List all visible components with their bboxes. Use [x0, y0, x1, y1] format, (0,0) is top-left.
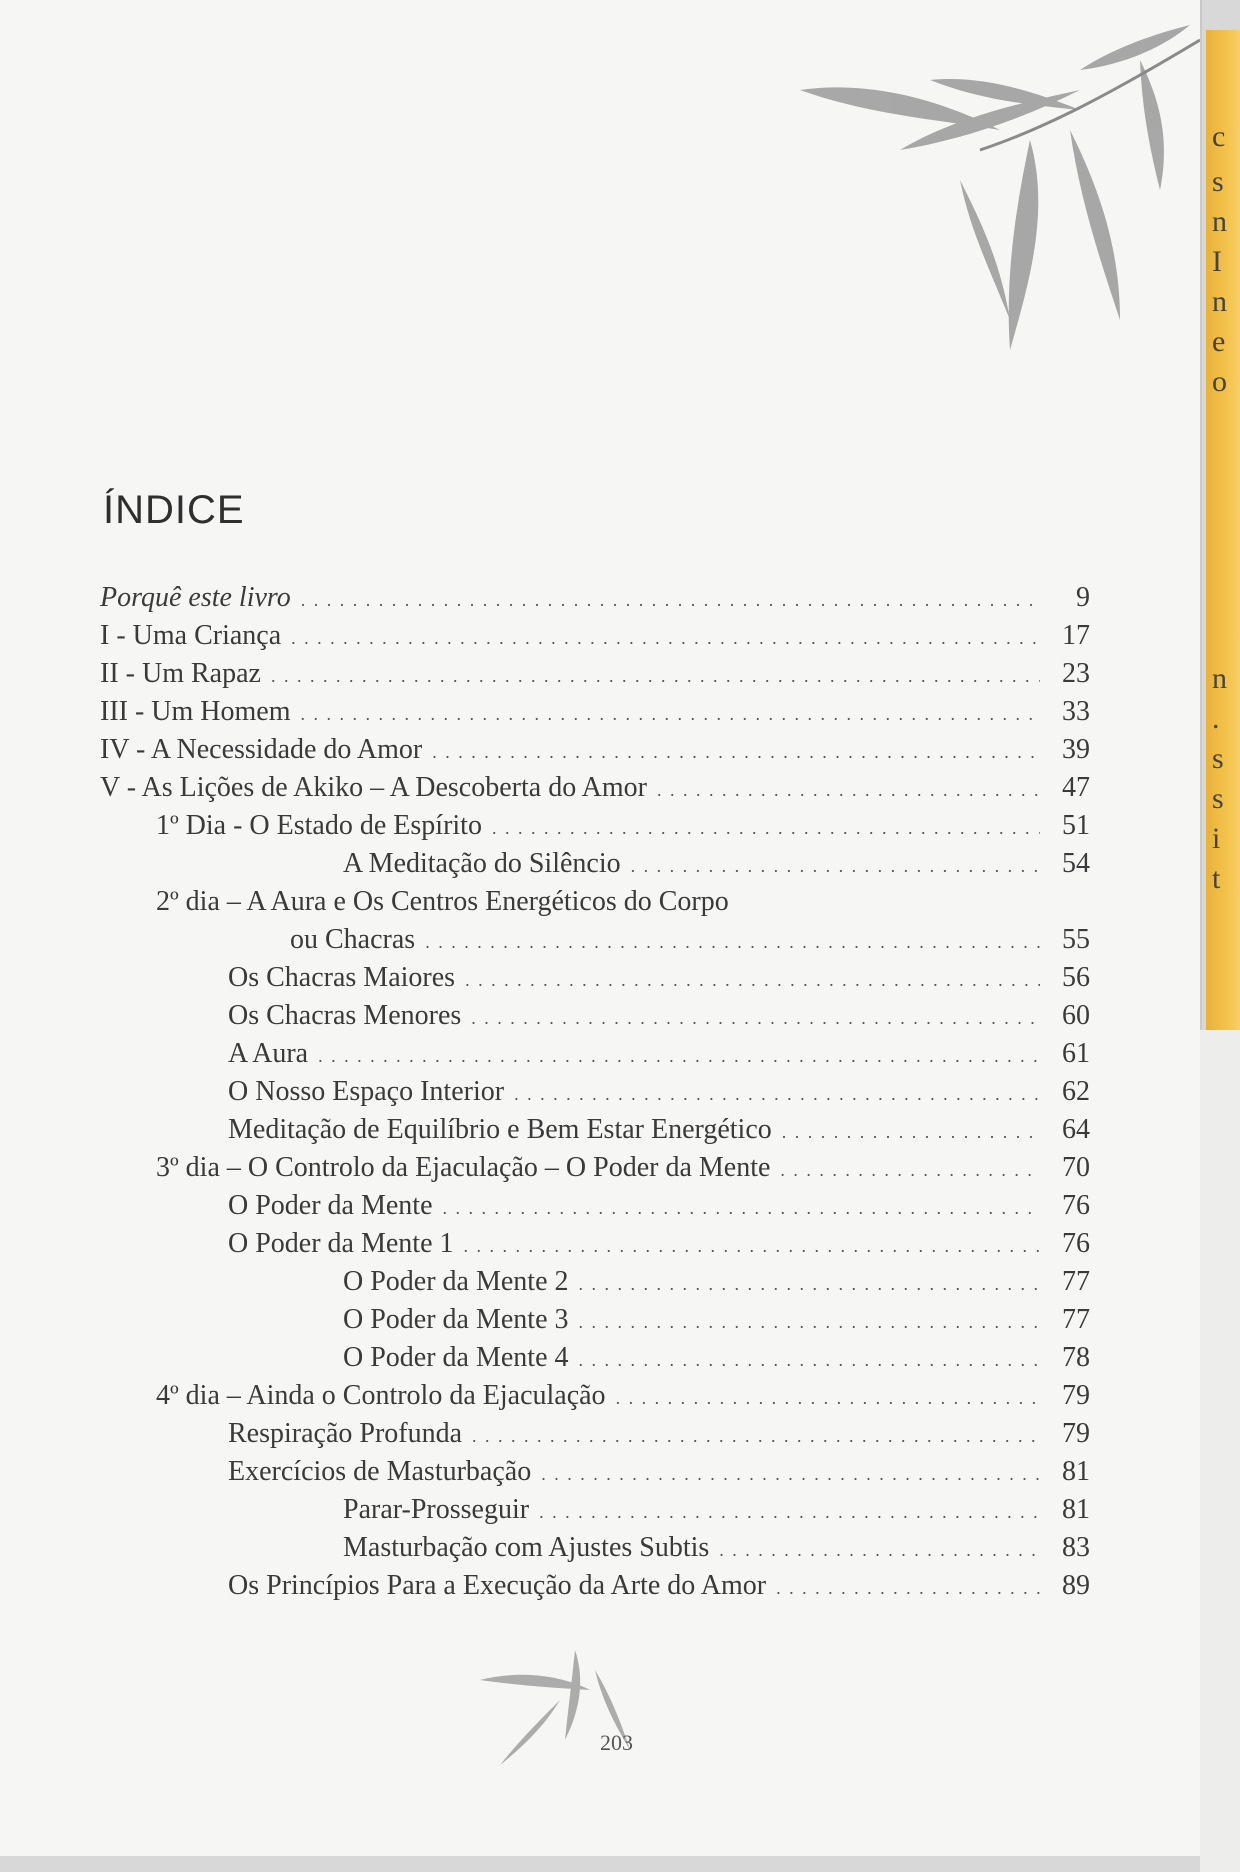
edge-letter: t — [1212, 862, 1221, 895]
toc-title: ou Chacras — [290, 924, 416, 955]
dot-leader — [425, 932, 1040, 953]
toc-page: 33 — [1062, 696, 1090, 727]
dot-leader — [541, 1464, 1040, 1485]
toc-row[interactable] — [100, 1342, 1090, 1380]
toc-page: 64 — [1062, 1114, 1090, 1145]
toc-page: 39 — [1062, 734, 1090, 765]
toc-row[interactable] — [100, 1304, 1090, 1342]
toc-title: III - Um Homem — [100, 696, 291, 727]
toc-page: 79 — [1062, 1418, 1090, 1449]
toc-title: Meditação de Equilíbrio e Bem Estar Energético — [228, 1114, 772, 1145]
toc-page: 54 — [1062, 848, 1090, 879]
toc-title: I - Uma Criança — [100, 620, 282, 651]
toc-page: 23 — [1062, 658, 1090, 689]
dot-leader — [631, 856, 1040, 877]
toc-page: 62 — [1062, 1076, 1090, 1107]
toc-title: O Poder da Mente — [228, 1190, 433, 1221]
dot-leader — [301, 704, 1040, 725]
toc-row[interactable] — [100, 1380, 1090, 1418]
edge-letter: n — [1212, 205, 1227, 238]
toc-page: 77 — [1062, 1304, 1090, 1335]
dot-leader — [579, 1350, 1040, 1371]
dot-leader — [719, 1540, 1040, 1561]
toc-title: 3º dia – O Controlo da Ejaculação – O Poder da Mente — [156, 1152, 771, 1183]
toc-page: 77 — [1062, 1266, 1090, 1297]
dot-leader — [616, 1388, 1040, 1409]
toc-row[interactable] — [100, 772, 1090, 810]
toc-row[interactable] — [100, 1152, 1090, 1190]
dot-leader — [464, 1236, 1040, 1257]
dot-leader — [443, 1198, 1040, 1219]
toc-page: 81 — [1062, 1494, 1090, 1525]
toc-row[interactable] — [100, 1076, 1090, 1114]
toc-row[interactable] — [100, 1570, 1090, 1608]
toc-row[interactable] — [100, 1038, 1090, 1076]
dot-leader — [780, 1160, 1040, 1181]
toc-row[interactable] — [100, 924, 1090, 962]
edge-letter: s — [1212, 742, 1224, 775]
toc-row[interactable] — [100, 810, 1090, 848]
toc-row[interactable] — [100, 696, 1090, 734]
toc-page: 78 — [1062, 1342, 1090, 1373]
toc-title: 4º dia – Ainda o Controlo da Ejaculação — [156, 1380, 606, 1411]
toc-page: 56 — [1062, 962, 1090, 993]
toc-row[interactable] — [100, 1418, 1090, 1456]
toc-row[interactable] — [100, 620, 1090, 658]
edge-letter: I — [1212, 245, 1222, 278]
dot-leader — [291, 628, 1040, 649]
toc-page: 55 — [1062, 924, 1090, 955]
toc-title: O Poder da Mente 3 — [343, 1304, 569, 1335]
dot-leader — [471, 1008, 1040, 1029]
toc-page: 76 — [1062, 1228, 1090, 1259]
dot-leader — [539, 1502, 1040, 1523]
dot-leader — [465, 970, 1040, 991]
dot-leader — [782, 1122, 1040, 1143]
toc-row[interactable] — [100, 886, 1090, 924]
toc-title: Porquê este livro — [100, 582, 291, 613]
dot-leader — [657, 780, 1040, 801]
edge-letter: c — [1212, 120, 1226, 153]
dot-leader — [514, 1084, 1040, 1105]
toc-title: O Nosso Espaço Interior — [228, 1076, 505, 1107]
toc-row[interactable] — [100, 1190, 1090, 1228]
toc-page: 9 — [1076, 582, 1090, 613]
dot-leader — [579, 1312, 1040, 1333]
toc-row[interactable] — [100, 734, 1090, 772]
edge-letter: . — [1212, 702, 1220, 735]
toc-row[interactable] — [100, 1456, 1090, 1494]
edge-letter: s — [1212, 782, 1224, 815]
toc-title: O Poder da Mente 1 — [228, 1228, 454, 1259]
edge-letter: n — [1212, 662, 1227, 695]
bamboo-leaves-illustration — [780, 20, 1202, 440]
toc-title: Parar-Prosseguir — [343, 1494, 530, 1525]
toc-title: Exercícios de Masturbação — [228, 1456, 532, 1487]
dot-leader — [776, 1578, 1040, 1599]
toc-page: 51 — [1062, 810, 1090, 841]
edge-letter: n — [1212, 285, 1227, 318]
toc-title: O Poder da Mente 2 — [343, 1266, 569, 1297]
dot-leader — [432, 742, 1040, 763]
table-of-contents — [100, 582, 1090, 1608]
toc-row[interactable] — [100, 962, 1090, 1000]
toc-row[interactable] — [100, 1228, 1090, 1266]
edge-letter: i — [1212, 822, 1221, 855]
toc-page: 61 — [1062, 1038, 1090, 1069]
toc-title: A Meditação do Silêncio — [343, 848, 621, 879]
toc-page: 81 — [1062, 1456, 1090, 1487]
toc-title: 2º dia – A Aura e Os Centros Energéticos do Corpo — [156, 886, 729, 917]
toc-title: Respiração Profunda — [228, 1418, 463, 1449]
toc-title: V - As Lições de Akiko – A Descoberta do Amor — [100, 772, 647, 803]
toc-row[interactable] — [100, 658, 1090, 696]
dot-leader — [472, 1426, 1040, 1447]
dot-leader — [318, 1046, 1040, 1067]
toc-page: 17 — [1062, 620, 1090, 651]
toc-page: 79 — [1062, 1380, 1090, 1411]
toc-title: Os Chacras Maiores — [228, 962, 456, 993]
dot-leader — [492, 818, 1040, 839]
bamboo-sprig-illustration — [460, 1640, 680, 1780]
toc-page: 47 — [1062, 772, 1090, 803]
toc-title: II - Um Rapaz — [100, 658, 261, 689]
edge-letter: e — [1212, 325, 1226, 358]
toc-page: 76 — [1062, 1190, 1090, 1221]
toc-row[interactable] — [100, 1532, 1090, 1570]
toc-row[interactable] — [100, 582, 1090, 620]
dot-leader — [271, 666, 1040, 687]
toc-title: Masturbação com Ajustes Subtis — [343, 1532, 710, 1563]
toc-title: A Aura — [228, 1038, 309, 1069]
edge-letter: o — [1212, 365, 1227, 398]
dot-leader — [579, 1274, 1040, 1295]
toc-row[interactable] — [100, 1000, 1090, 1038]
index-heading: ÍNDICE — [103, 488, 245, 532]
toc-row[interactable] — [100, 1266, 1090, 1304]
dot-leader — [301, 590, 1040, 611]
toc-row[interactable] — [100, 1114, 1090, 1152]
toc-row[interactable] — [100, 848, 1090, 886]
toc-row[interactable] — [100, 1494, 1090, 1532]
toc-title: 1º Dia - O Estado de Espírito — [156, 810, 482, 841]
toc-page: 70 — [1062, 1152, 1090, 1183]
next-page-edge-lower — [1200, 1030, 1240, 1872]
toc-title: Os Princípios Para a Execução da Arte do Amor — [228, 1570, 767, 1601]
toc-title: O Poder da Mente 4 — [343, 1342, 569, 1373]
edge-letter: s — [1212, 165, 1224, 198]
toc-title: Os Chacras Menores — [228, 1000, 462, 1031]
toc-page: 89 — [1062, 1570, 1090, 1601]
toc-title: IV - A Necessidade do Amor — [100, 734, 423, 765]
toc-page: 83 — [1062, 1532, 1090, 1563]
page-number: 203 — [600, 1730, 633, 1755]
toc-page: 60 — [1062, 1000, 1090, 1031]
